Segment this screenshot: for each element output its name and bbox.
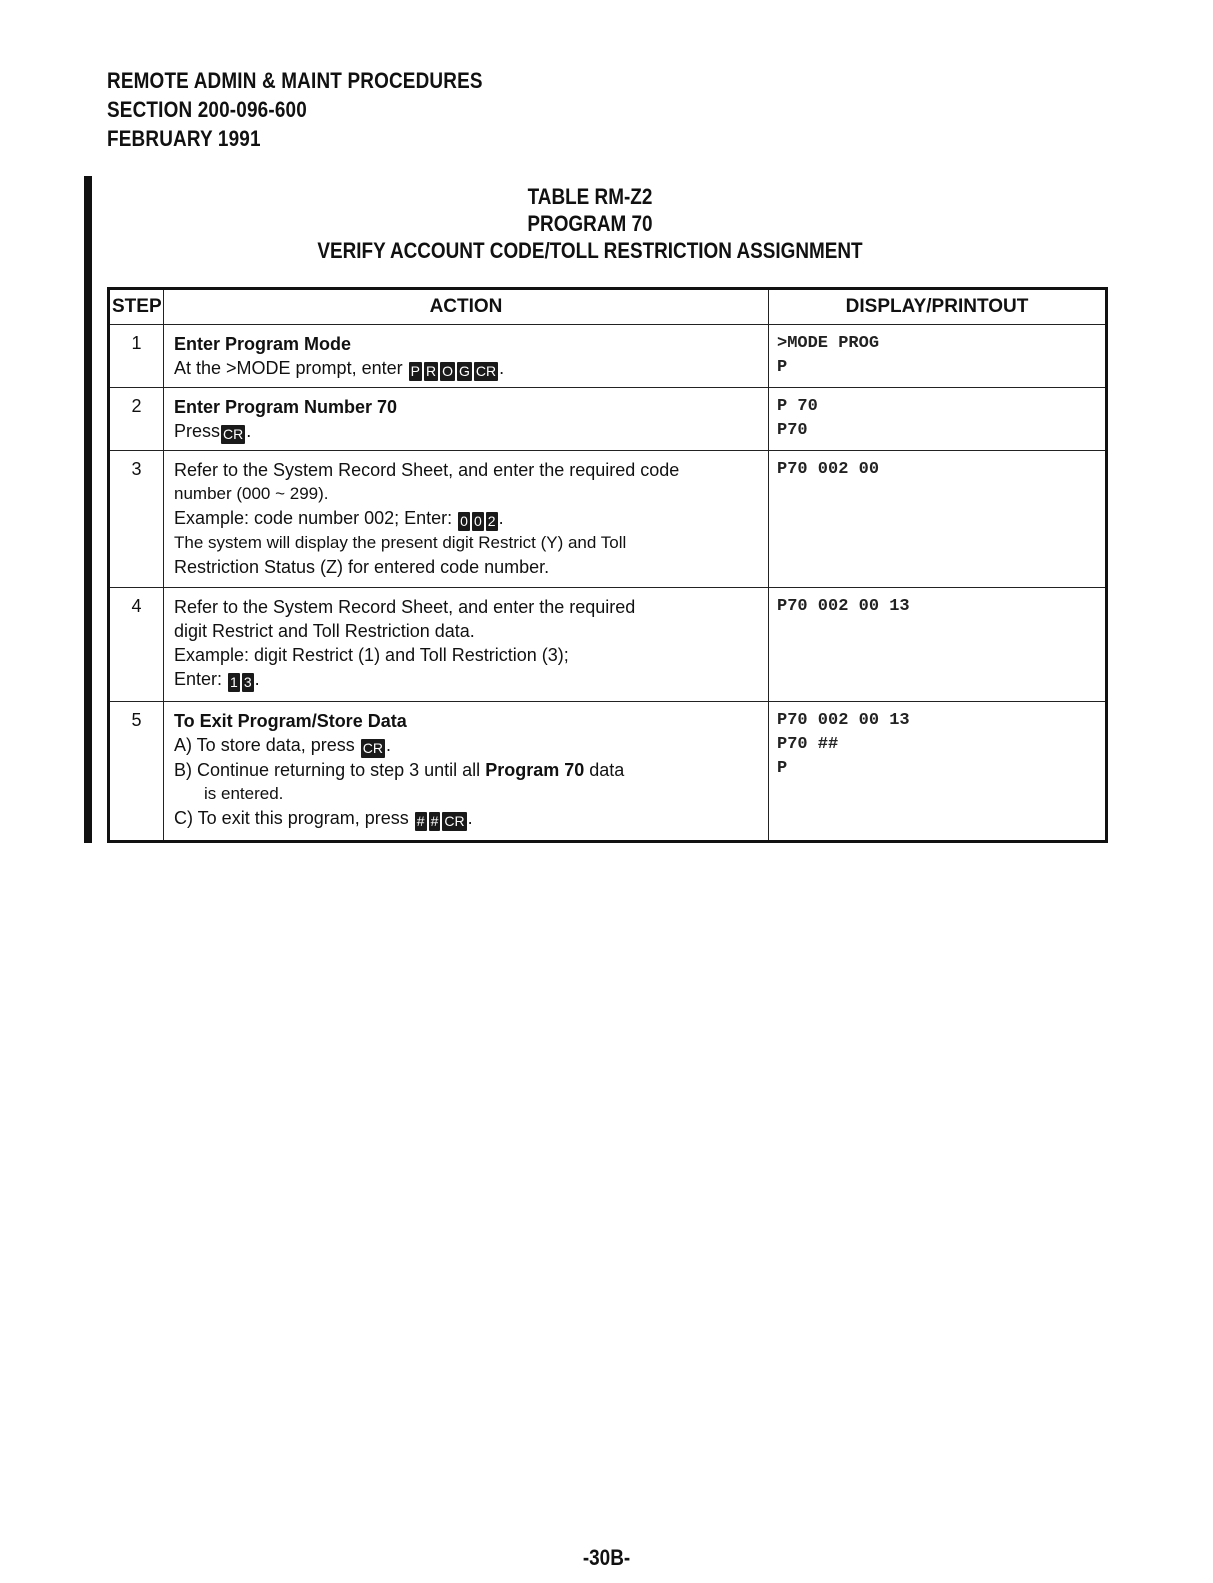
key-cr: CR [475, 363, 497, 379]
action-cell [164, 388, 769, 451]
header-line-3: FEBRUARY 1991 [107, 126, 261, 151]
step-number: 4 [109, 588, 164, 702]
change-bar [84, 176, 92, 843]
key-3: 3 [243, 674, 252, 690]
display-line: P70 002 00 13 [777, 597, 910, 616]
action-cell [164, 702, 769, 842]
action-line: Example: code number 002; Enter: 0 0 2 . [174, 508, 504, 529]
key-2: 2 [487, 513, 496, 529]
key-cr: CR [362, 740, 384, 756]
action-line: Refer to the System Record Sheet, and enter the required code [174, 460, 680, 480]
program-number: PROGRAM 70 [527, 211, 653, 236]
action-cell [164, 325, 769, 388]
table-header-row [109, 289, 1107, 325]
display-cell [769, 325, 1107, 388]
table-row [109, 388, 1107, 451]
step-heading: Enter Program Mode [174, 334, 352, 354]
action-line: Restriction Status (Z) for entered code number. [174, 557, 550, 577]
column-header-action: ACTION [164, 289, 769, 325]
page-number [0, 1545, 1213, 1571]
display-line: P70 [777, 421, 808, 440]
step-number: 3 [109, 451, 164, 588]
action-line: Enter: 1 3 . [174, 669, 260, 690]
action-line: At the >MODE prompt, enter P R O G CR . [174, 358, 505, 379]
display-line: P 70 [777, 397, 818, 416]
table-row [109, 702, 1107, 842]
key-r: R [425, 363, 437, 379]
column-header-step: STEP [109, 289, 164, 325]
display-line: P [777, 358, 788, 377]
step-number: 2 [109, 388, 164, 451]
action-line: The system will display the present digit Restrict (Y) and Toll [174, 533, 627, 552]
action-text: Enter: [174, 669, 223, 689]
step-heading: To Exit Program/Store Data [174, 711, 407, 731]
key-cr: CR [223, 426, 244, 442]
table-row [109, 588, 1107, 702]
page-number-text: -30B- [582, 1545, 631, 1570]
action-text: Example: code number 002; Enter: [174, 508, 453, 528]
action-line: digit Restrict and Toll Restriction data. [174, 621, 475, 641]
table-title [200, 183, 980, 264]
action-text: data [589, 760, 625, 780]
action-line: Example: digit Restrict (1) and Toll Restriction (3); [174, 645, 569, 665]
table-row [109, 451, 1107, 588]
action-line: number (000 ~ 299). [174, 484, 329, 503]
action-cell [164, 588, 769, 702]
column-header-display: DISPLAY/PRINTOUT [769, 289, 1107, 325]
key-o: O [442, 363, 453, 379]
action-text: A) To store data, press [174, 735, 355, 755]
action-text: Press [174, 421, 221, 441]
display-line: >MODE PROG [777, 334, 880, 353]
document-header [107, 66, 483, 153]
action-text: B) Continue returning to step 3 until all [174, 760, 481, 780]
header-line-1: REMOTE ADMIN & MAINT PROCEDURES [107, 68, 483, 93]
step-number: 1 [109, 325, 164, 388]
display-line: P70 ## [777, 735, 839, 754]
table-row [109, 325, 1107, 388]
display-cell [769, 451, 1107, 588]
display-cell [769, 588, 1107, 702]
action-cell [164, 451, 769, 588]
action-text: At the >MODE prompt, enter [174, 358, 403, 378]
key-g: G [458, 363, 470, 379]
table-number: TABLE RM-Z2 [527, 184, 653, 209]
step-number: 5 [109, 702, 164, 842]
display-cell [769, 702, 1107, 842]
header-line-2: SECTION 200-096-600 [107, 97, 307, 122]
action-line [174, 758, 760, 782]
key-0: 0 [473, 513, 482, 529]
action-line: Press CR . [174, 421, 252, 442]
key-p: P [410, 363, 420, 379]
table-name: VERIFY ACCOUNT CODE/TOLL RESTRICTION ASSIGNMENT [317, 238, 863, 263]
key-1: 1 [230, 674, 238, 690]
display-cell [769, 388, 1107, 451]
step-heading: Enter Program Number 70 [174, 397, 398, 417]
procedure-table [107, 287, 1108, 843]
key-cr: CR [444, 813, 465, 829]
action-text: C) To exit this program, press [174, 808, 409, 828]
action-line: Refer to the System Record Sheet, and enter the required [174, 597, 636, 617]
key-hash: # [430, 813, 439, 829]
display-line: P70 002 00 13 [777, 711, 910, 730]
action-line: C) To exit this program, press # # CR . [174, 808, 473, 829]
display-line: P70 002 00 [777, 460, 880, 479]
action-line: is entered. [204, 784, 284, 803]
program-70-bold: Program 70 [485, 760, 585, 780]
display-line: P [777, 759, 788, 778]
key-0: 0 [460, 513, 468, 529]
action-line: A) To store data, press CR . [174, 735, 392, 756]
key-hash: # [416, 813, 425, 829]
